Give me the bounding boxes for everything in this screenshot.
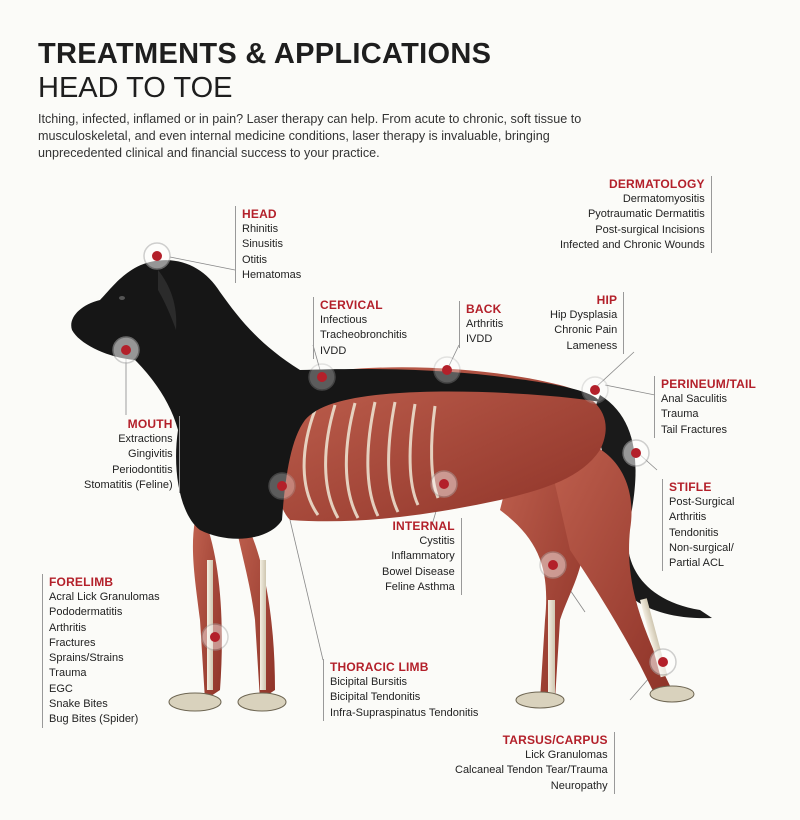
front-legs xyxy=(169,520,286,711)
tarsus-carpus-item: Lick Granulomas xyxy=(525,749,608,761)
back-group xyxy=(459,301,503,348)
mouth-item: Gingivitis xyxy=(128,448,173,461)
hip-item: Hip Dysplasia xyxy=(550,309,618,321)
head-group xyxy=(235,206,301,283)
tail-target-marker xyxy=(623,440,649,466)
thoracic-limb-item: Infra-Supraspinatus Tendonitis xyxy=(330,706,479,719)
page-title: TREATMENTS & APPLICATIONS xyxy=(38,38,492,70)
stifle-item: Non-surgical/ xyxy=(669,541,734,554)
internal-heading: INTERNAL xyxy=(392,519,455,533)
chest-target-marker xyxy=(269,473,295,499)
internal-item: Cystitis xyxy=(419,535,455,547)
forelimb-item: Fractures xyxy=(49,636,96,649)
forelimb-item: Acral Lick Granulomas xyxy=(49,591,160,603)
perineum-tail-item: Trauma xyxy=(661,408,699,421)
dermatology-item: Dermatomyositis xyxy=(622,193,705,205)
forelimb-item: Sprains/Strains xyxy=(49,652,124,665)
eye xyxy=(119,296,125,300)
mouth-item: Extractions xyxy=(118,433,173,445)
forelimb-item: Snake Bites xyxy=(49,698,108,711)
internal-item: Feline Asthma xyxy=(385,580,455,593)
head-heading: HEAD xyxy=(242,207,277,221)
stifle-target-marker xyxy=(540,552,566,578)
back-target-marker xyxy=(434,357,460,383)
cervical-target-marker xyxy=(309,364,335,390)
perineum-tail-item: Anal Saculitis xyxy=(661,393,728,405)
forelimb-group xyxy=(42,574,160,728)
head-item: Hematomas xyxy=(242,268,302,281)
hip-item: Lameness xyxy=(566,339,618,352)
head-target-marker xyxy=(144,243,170,269)
thoracic-limb-item: Bicipital Tendonitis xyxy=(330,691,421,704)
cervical-item: IVDD xyxy=(320,344,347,357)
internal-group xyxy=(382,518,462,595)
stifle-item: Tendonitis xyxy=(669,526,719,539)
mouth-item: Stomatitis (Feline) xyxy=(84,478,173,491)
back-heading: BACK xyxy=(466,302,502,316)
back-item: IVDD xyxy=(466,333,493,346)
stifle-heading: STIFLE xyxy=(669,480,712,494)
perineum-tail-item: Tail Fractures xyxy=(661,423,728,436)
dermatology-heading: DERMATOLOGY xyxy=(608,177,705,191)
mouth-group xyxy=(84,416,180,493)
thoracic-limb-heading: THORACIC LIMB xyxy=(330,660,429,674)
dermatology-item: Infected and Chronic Wounds xyxy=(560,238,705,251)
tarsus-carpus-heading: TARSUS/CARPUS xyxy=(502,733,608,747)
mouth-target-marker xyxy=(113,337,139,363)
cervical-item: Tracheobronchitis xyxy=(320,329,408,342)
page-subtitle: HEAD TO TOE xyxy=(38,72,233,104)
head-item: Otitis xyxy=(242,253,268,266)
mouth-item: Periodontitis xyxy=(112,463,173,476)
forelimb-item: Arthritis xyxy=(49,621,87,634)
perineum-tail-group xyxy=(654,376,756,438)
forelimb-item: EGC xyxy=(49,682,73,695)
forelimb-item: Trauma xyxy=(49,667,87,680)
tarsus-target-marker xyxy=(650,649,676,675)
cervical-group xyxy=(313,297,407,359)
head-item: Sinusitis xyxy=(242,238,283,251)
perineum-tail-heading: PERINEUM/TAIL xyxy=(661,377,757,391)
tarsus-carpus-item: Neuropathy xyxy=(550,779,608,792)
hip-target-marker xyxy=(582,377,608,403)
cervical-heading: CERVICAL xyxy=(320,298,383,312)
hip-group xyxy=(550,292,624,354)
forelimb-item: Pododermatitis xyxy=(49,606,123,619)
intro-paragraph: Itching, infected, inflamed or in pain? Laser therapy can help. From acute to chronic, soft tissue to musculoskeletal, and even internal medicine conditions, laser therapy is invaluable, bringing unprecedented clinical and financial success to your practice. xyxy=(38,112,582,160)
hip-item: Chronic Pain xyxy=(554,324,618,337)
stifle-item: Partial ACL xyxy=(669,557,725,570)
internal-target-marker xyxy=(431,471,457,497)
hip-heading: HIP xyxy=(596,293,618,307)
mouth-heading: MOUTH xyxy=(127,417,173,431)
cervical-item: Infectious xyxy=(320,314,368,326)
dermatology-group xyxy=(560,176,712,253)
internal-item: Bowel Disease xyxy=(382,565,455,578)
thoracic-limb-item: Bicipital Bursitis xyxy=(330,676,408,688)
stifle-item: Arthritis xyxy=(669,511,707,524)
dermatology-item: Post-surgical Incisions xyxy=(595,223,705,236)
forelimb-item: Bug Bites (Spider) xyxy=(49,713,139,726)
dermatology-item: Pyotraumatic Dermatitis xyxy=(587,208,705,221)
tarsus-carpus-group xyxy=(455,732,615,794)
forelimb-heading: FORELIMB xyxy=(49,575,114,589)
stifle-item: Post-Surgical xyxy=(669,496,735,508)
head-item: Rhinitis xyxy=(242,223,279,235)
internal-item: Inflammatory xyxy=(391,550,455,563)
stifle-group xyxy=(662,479,734,571)
back-item: Arthritis xyxy=(466,318,504,330)
tarsus-carpus-item: Calcaneal Tendon Tear/Trauma xyxy=(455,764,608,777)
thoracic-limb-group xyxy=(323,659,478,721)
forelimb-target-marker xyxy=(202,624,228,650)
